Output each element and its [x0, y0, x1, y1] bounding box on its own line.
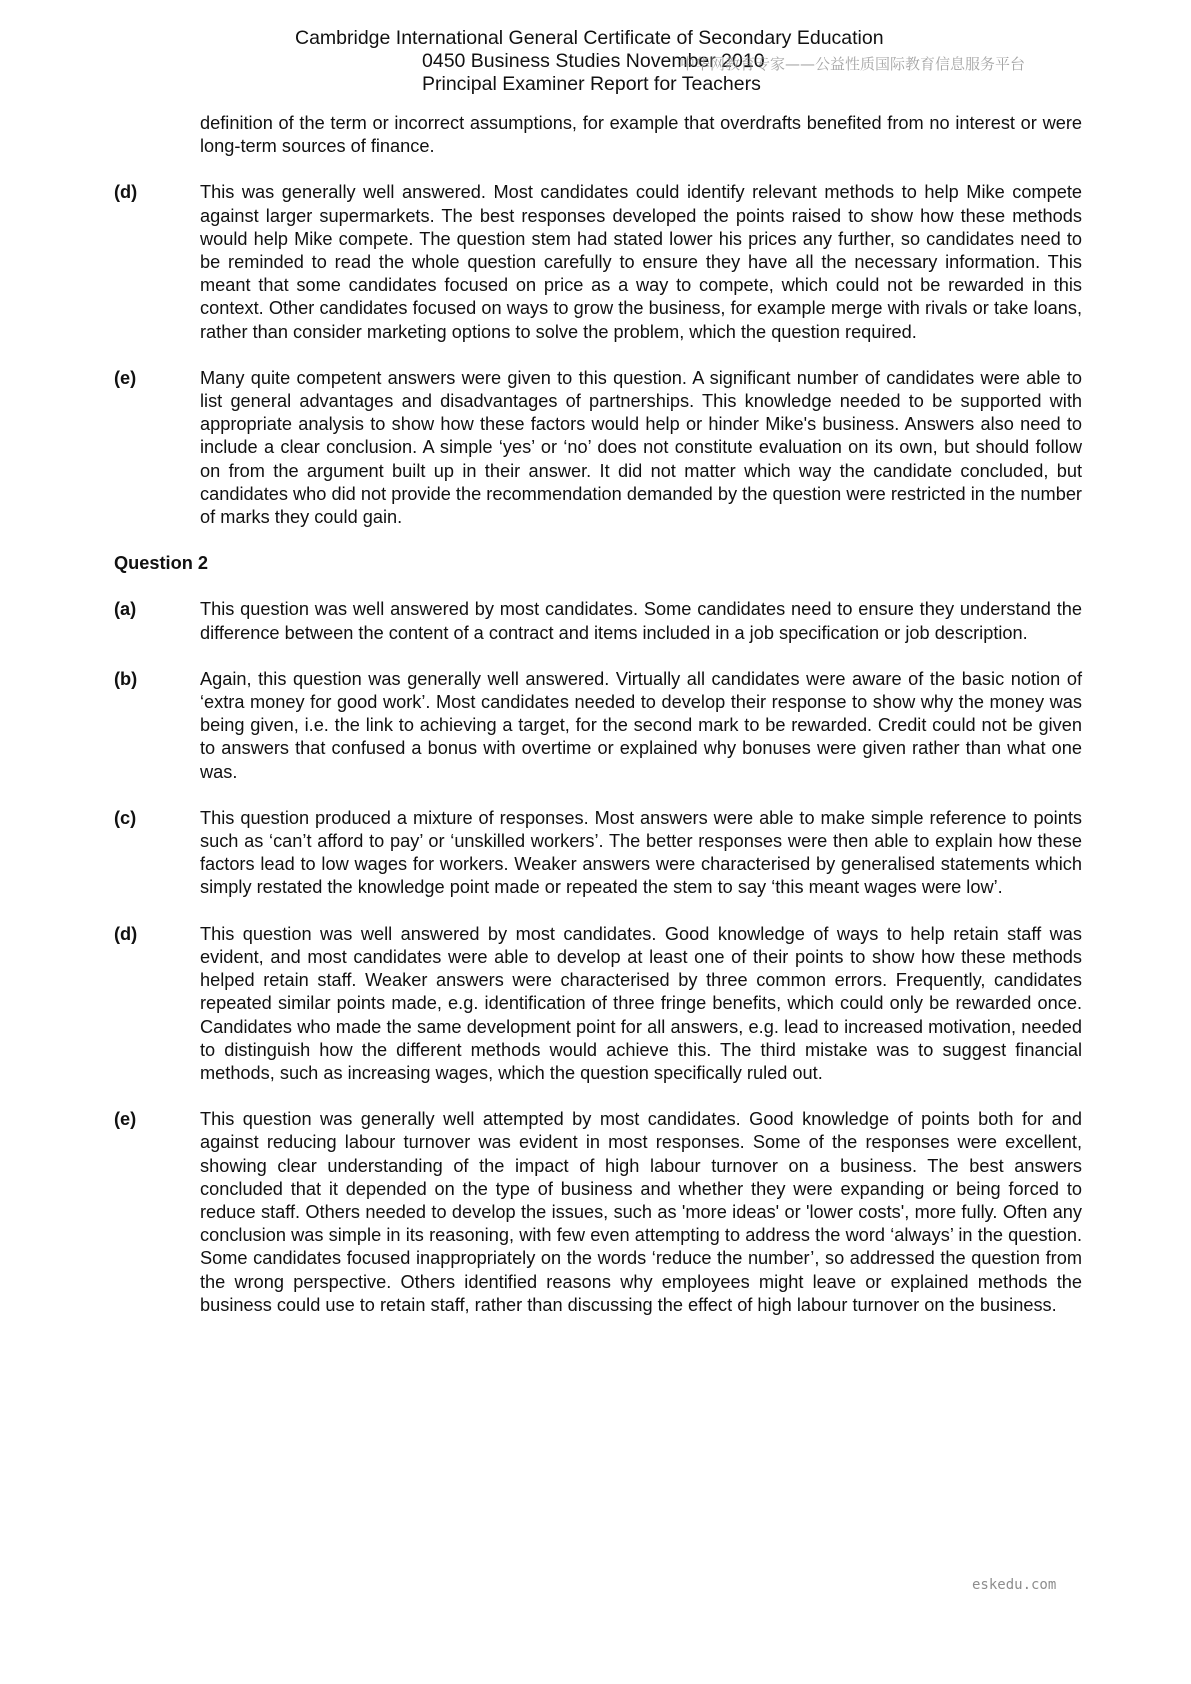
item-label: (c) — [114, 807, 137, 828]
item-text: Many quite competent answers were given to this question. A significant number of candidates were able to list general advantages and disadvantages of partnerships. This knowledge needed to be supported with appropriate analysis to show how these factors would help or hinder Mike's business. Answers also need to include a clear conclusion. A simple ‘yes’ or ‘no’ does not constitute evaluation on its own, but should follow on from the argument built up in their answer. It did not matter which way the candidate concluded, but candidates who did not provide the recommendation demanded by the question were restricted in the number of marks they could gain. — [200, 367, 1082, 528]
item-text: This question was well answered by most candidates. Good knowledge of ways to help retain staff was evident, and most candidates were able to develop at least one of their points to show how these methods helped retain staff. Weaker answers were characterised by three common errors. Frequently, candidates repeated similar points made, e.g. identification of three fringe benefits, which could only be rewarded once. Candidates who made the same development point for all answers, e.g. lead to increased motivation, needed to distinguish how the different methods would achieve this. The third mistake was to suggest financial methods, such as increasing wages, which the question specifically ruled out. — [200, 923, 1082, 1083]
header-exam-title: Cambridge International General Certificate of Secondary Education — [295, 27, 884, 49]
question-2-heading: Question 2 — [114, 553, 208, 574]
item-label: (a) — [114, 599, 137, 620]
header-subject-session: 0450 Business Studies November 2010 — [422, 50, 765, 72]
header-report-type: Principal Examiner Report for Teachers — [422, 73, 761, 95]
q2-item-e — [114, 1108, 1082, 1317]
q2-item-c — [114, 807, 1082, 900]
item-text: This was generally well answered. Most candidates could identify relevant methods to help Mike compete against larger supermarkets. The best responses developed the points raised to show how these methods would help Mike compete. The question stem had stated lower his prices any further, so candidates need to be reminded to read the whole question carefully to ensure they have all the necessary information. This meant that some candidates focused on price as a way to compete, which could not be rewarded in this context. Other candidates focused on ways to grow the business, for example merge with rivals or take loans, rather than consider marketing options to solve the problem, which the question required. — [200, 182, 1082, 342]
item-text: This question was well answered by most candidates. Some candidates need to ensure they understand the difference between the content of a contract and items included in a job specification or job description. — [200, 599, 1082, 643]
watermark-bottom: eskedu.com — [972, 1577, 1057, 1593]
item-label: (b) — [114, 668, 138, 689]
item-text: This question was generally well attempted by most candidates. Good knowledge of points both for and against reducing labour turnover was evident in most responses. Some of the responses were excellent, showing clear understanding of the impact of high labour turnover on a business. The best answers concluded that it depended on the type of business and whether they were expanding or being forced to reduce staff. Others needed to develop the issues, such as 'more ideas' or 'lower costs', more fully. Often any conclusion was simple in its reasoning, with few even attempting to address the word ‘always’ in the question. Some candidates focused inappropriately on the words ‘reduce the number’, so addressed the question from the wrong perspective. Others identified reasons why employees might leave or explained methods the business could use to retain staff, rather than discussing the effect of high labour turnover on the business. — [200, 1109, 1082, 1315]
item-label: (d) — [114, 182, 138, 203]
item-text: Again, this question was generally well answered. Virtually all candidates were aware of the basic notion of ‘extra money for good work’. Most candidates needed to develop their response to show why the money was being given, i.e. the link to achieving a target, for the second mark to be rewarded. Credit could not be given to answers that confused a bonus with overtime or explained why bonuses were given rather than what one was. — [200, 668, 1082, 782]
item-label: (d) — [114, 923, 138, 944]
q1-item-e — [114, 367, 1082, 529]
q2-item-d — [114, 923, 1082, 1085]
report-body — [114, 112, 1082, 1317]
continuation-paragraph: definition of the term or incorrect assumptions, for example that overdrafts benefited from no interest or were long-term sources of finance. — [200, 113, 1082, 157]
watermark-top: 中华网教育专家——公益性质国际教育信息服务平台 — [680, 55, 1026, 73]
q1-item-d — [114, 181, 1082, 343]
item-text: This question produced a mixture of responses. Most answers were able to make simple reference to points such as ‘can’t afford to pay’ or ‘unskilled workers’. The better responses were then able to explain how these factors lead to low wages for workers. Weaker answers were characterised by generalised statements which simply restated the knowledge point made or repeated the stem to say ‘this meant wages were low’. — [200, 807, 1082, 898]
item-label: (e) — [114, 367, 137, 388]
q2-item-a — [114, 598, 1082, 644]
q2-item-b — [114, 668, 1082, 784]
item-label: (e) — [114, 1109, 137, 1130]
